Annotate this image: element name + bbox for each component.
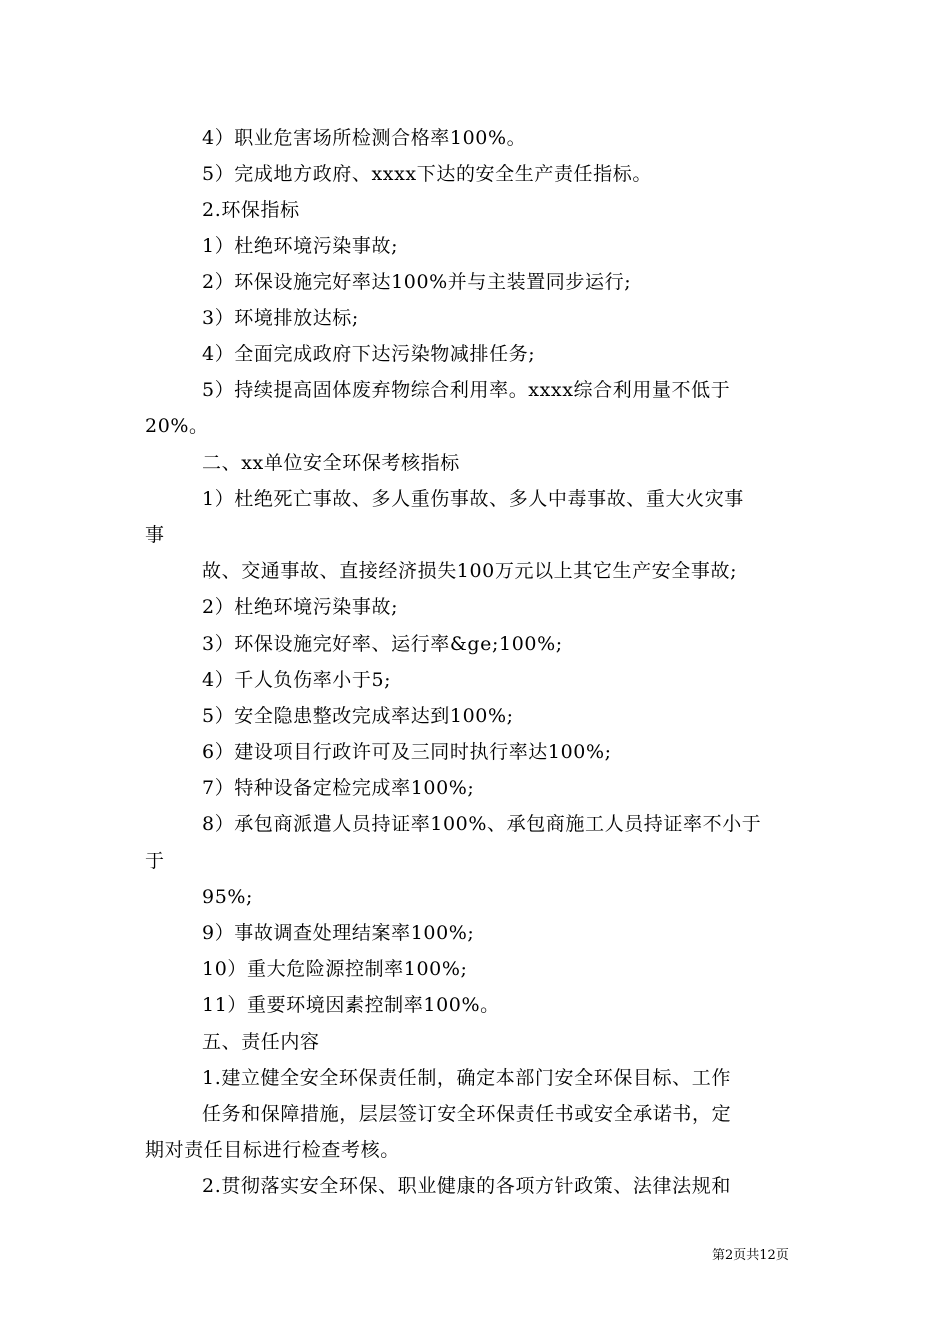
text-line: 任务和保障措施，层层签订安全环保责任书或安全承诺书，定 — [202, 1103, 732, 1125]
text-line: 5）完成地方政府、xxxx下达的安全生产责任指标。 — [202, 163, 652, 185]
text-line: 4）千人负伤率小于5; — [202, 669, 392, 691]
text-line: 故、交通事故、直接经济损失100万元以上其它生产安全事故; — [202, 560, 738, 582]
text-line: 2.贯彻落实安全环保、职业健康的各项方针政策、法律法规和 — [202, 1175, 731, 1197]
text-line: 5）持续提高固体废弃物综合利用率。xxxx综合利用量不低于 — [202, 379, 731, 401]
text-line: 5）安全隐患整改完成率达到100%; — [202, 705, 514, 727]
text-line: 8）承包商派遣人员持证率100%、承包商施工人员持证率不小于 — [202, 813, 762, 835]
text-line: 7）特种设备定检完成率100%; — [202, 777, 475, 799]
text-line: 2）环保设施完好率达100%并与主装置同步运行; — [202, 271, 632, 293]
section-heading: 2.环保指标 — [202, 199, 300, 221]
text-line: 4）职业危害场所检测合格率100%。 — [202, 127, 527, 149]
text-line: 期对责任目标进行检查考核。 — [145, 1139, 400, 1161]
text-line: 9）事故调查处理结案率100%; — [202, 922, 475, 944]
page-number-footer: 第2页共12页 — [712, 1248, 789, 1263]
text-line: 1）杜绝死亡事故、多人重伤事故、多人中毒事故、重大火灾事 — [202, 488, 744, 510]
text-line: 20%。 — [145, 415, 209, 437]
text-line: 11）重要环境因素控制率100%。 — [202, 994, 500, 1016]
text-line: 1.建立健全安全环保责任制，确定本部门安全环保目标、工作 — [202, 1067, 731, 1089]
text-line: 3）环保设施完好率、运行率&ge;100%; — [202, 633, 563, 655]
text-line: 6）建设项目行政许可及三同时执行率达100%; — [202, 741, 612, 763]
text-line: 95%; — [202, 886, 254, 908]
text-line: 于 — [145, 850, 165, 872]
text-line: 10）重大危险源控制率100%; — [202, 958, 468, 980]
section-heading: 五、责任内容 — [202, 1031, 320, 1053]
text-line: 3）环境排放达标; — [202, 307, 359, 329]
text-line: 事 — [145, 524, 165, 546]
text-line: 2）杜绝环境污染事故; — [202, 596, 399, 618]
text-line: 4）全面完成政府下达污染物减排任务; — [202, 343, 536, 365]
text-line: 1）杜绝环境污染事故; — [202, 235, 399, 257]
section-heading: 二、xx单位安全环保考核指标 — [202, 452, 460, 474]
